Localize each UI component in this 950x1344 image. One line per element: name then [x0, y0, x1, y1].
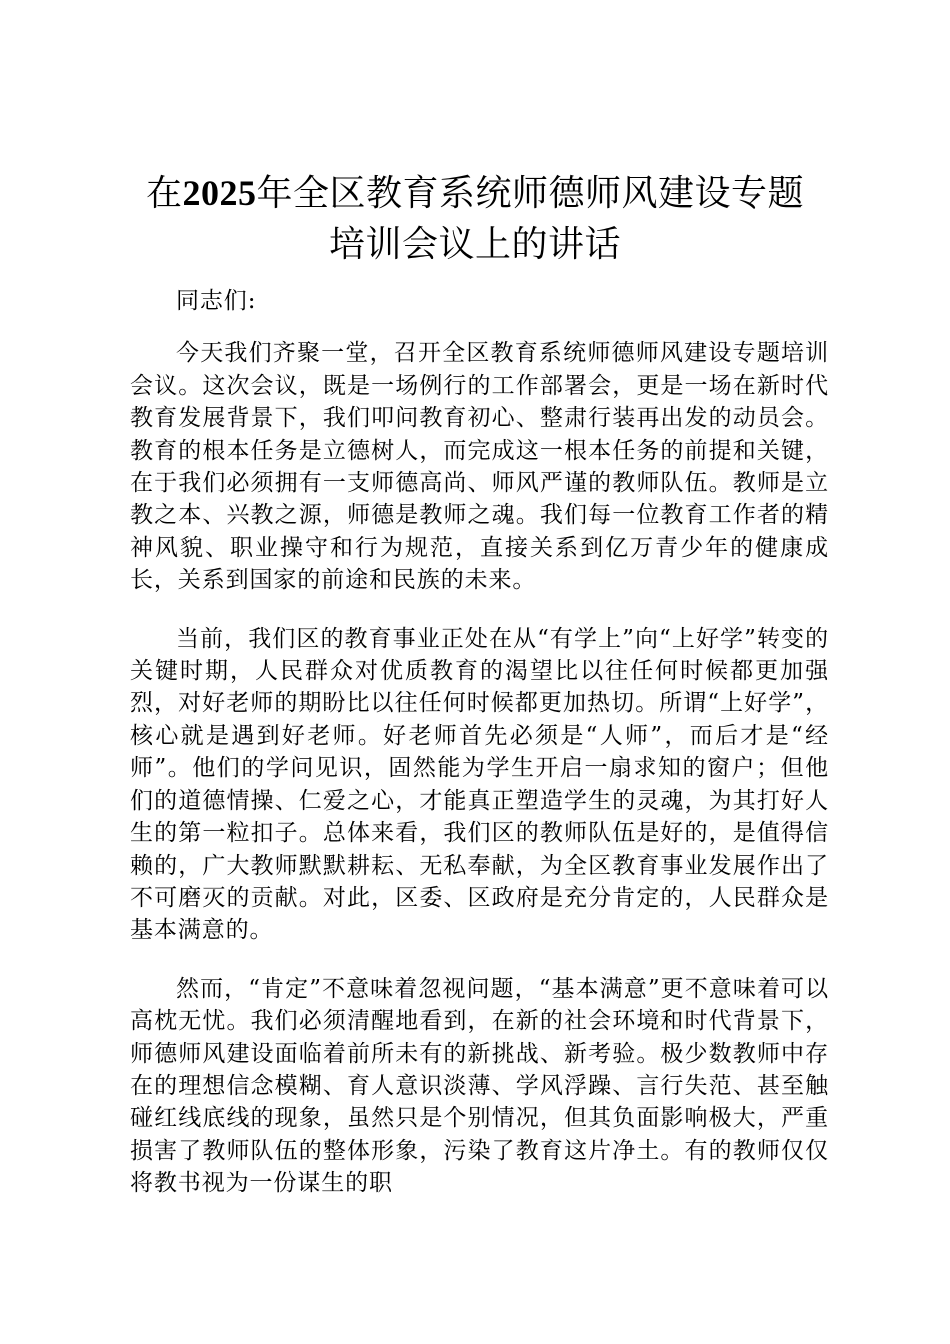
title-year: 2025	[182, 173, 257, 213]
title-prefix: 在	[145, 173, 183, 214]
paragraph-2: 当前，我们区的教育事业正处在从“有学上”向“上好学”转变的关键时期，人民群众对优质教育的渴望比以往任何时候都更加强烈，对好老师的期盼比以往任何时候都更加热切。所谓“上好学”，核心就是遇到好老师。好老师首先必须是“人师”，而后才是“经师”。他们的学问见识，固然能为学生开启一扇求知的窗户；但他们的道德情操、仁爱之心，才能真正塑造学生的灵魂，为其打好人生的第一粒扣子。总体来看，我们区的教师队伍是好的，是值得信赖的，广大教师默默耕耘、无私奉献，为全区教育事业发展作出了不可磨灭的贡献。对此，区委、区政府是充分肯定的，人民群众是基本满意的。	[130, 625, 829, 944]
paragraph-3: 然而，“肯定”不意味着忽视问题，“基本满意”更不意味着可以高枕无忧。我们必须清醒地看到，在新的社会环境和时代背景下，师德师风建设面临着前所未有的新挑战、新考验。极少数教师中存在的理想信念模糊、育人意识淡薄、学风浮躁、言行失范、甚至触碰红线底线的现象，虽然只是个别情况，但其负面影响极大，严重损害了教师队伍的整体形象，污染了教育这片净土。有的教师仅仅将教书视为一份谋生的职	[130, 975, 829, 1197]
paragraph-1: 今天我们齐聚一堂，召开全区教育系统师德师风建设专题培训会议。这次会议，既是一场例行的工作部署会，更是一场在新时代教育发展背景下，我们叩问教育初心、整肃行装再出发的动员会。教育的根本任务是立德树人，而完成这一根本任务的前提和关键，在于我们必须拥有一支师德高尚、师风严谨的教师队伍。教师是立教之本、兴教之源，师德是教师之魂。我们每一位教育工作者的精神风貌、职业操守和行为规范，直接关系到亿万青少年的健康成长，关系到国家的前途和民族的未来。	[130, 340, 829, 594]
title-suffix: 年全区教育系统师德师风建设专题培训会议上的讲话	[256, 173, 805, 265]
document-body	[130, 285, 829, 1226]
document-title	[130, 168, 820, 270]
salutation: 同志们:	[176, 288, 257, 314]
